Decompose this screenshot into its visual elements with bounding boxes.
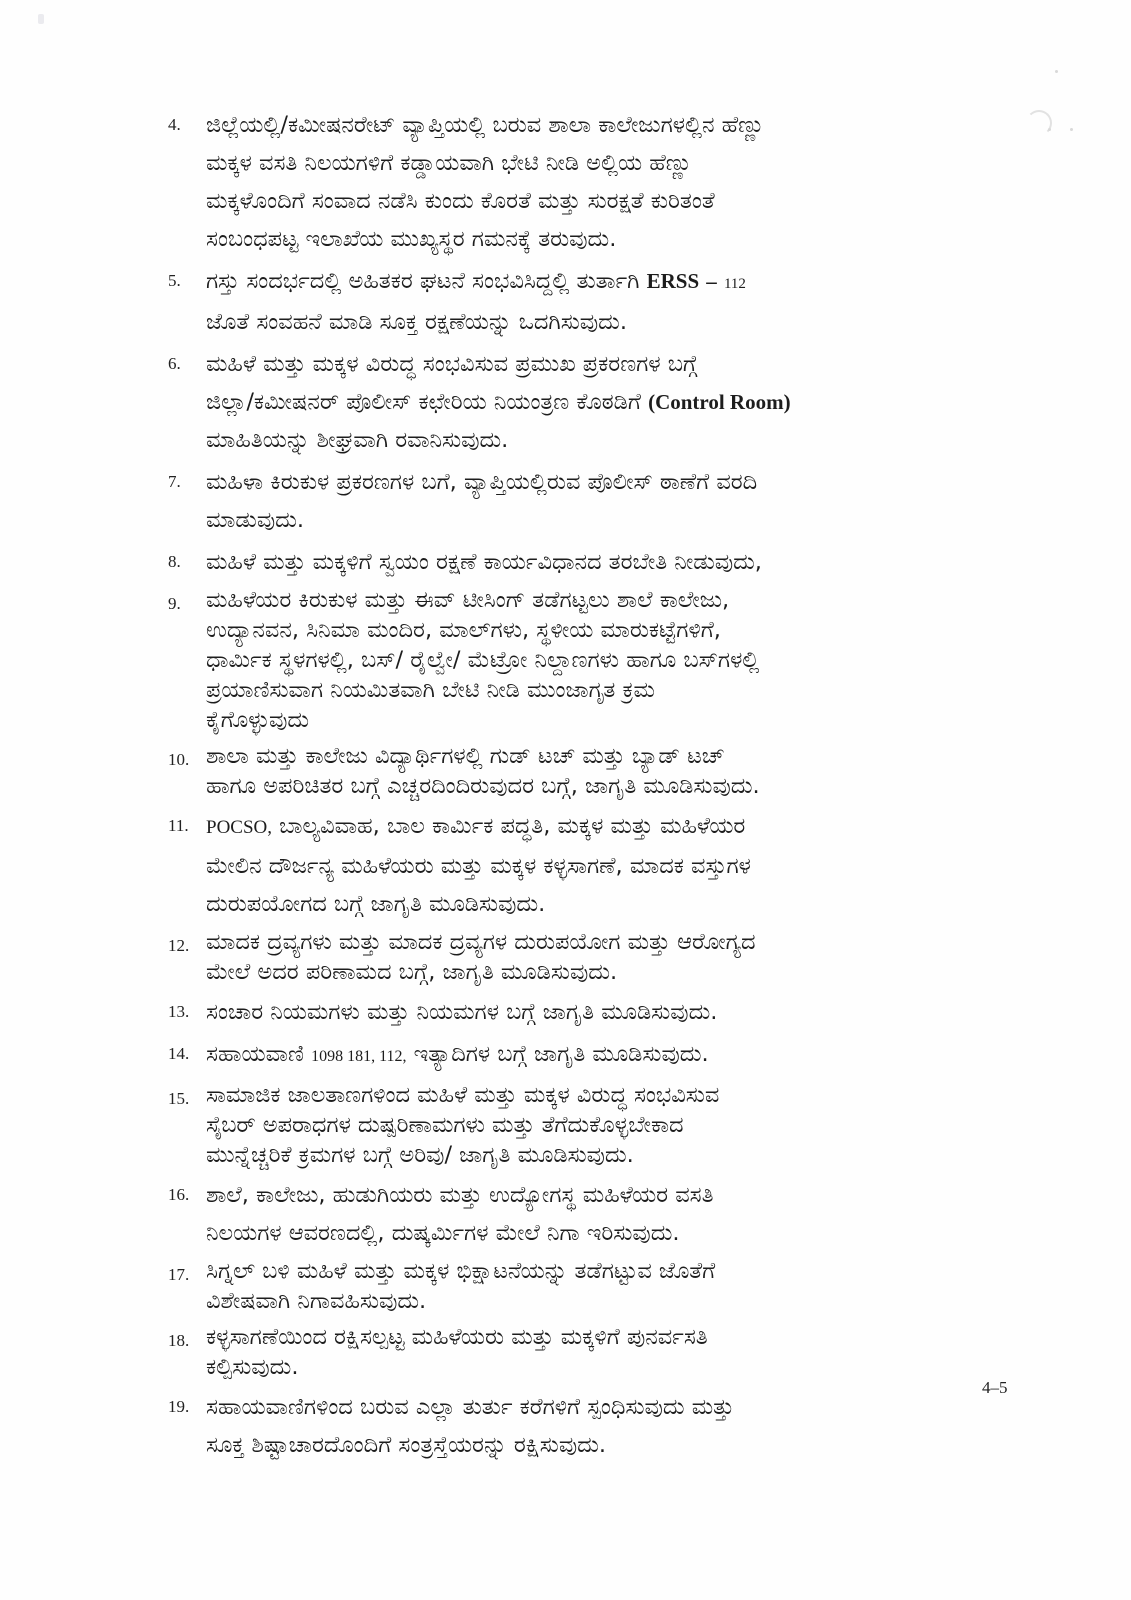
item-line: ಸಂಬಂಧಪಟ್ಟ ಇಲಾಖೆಯ ಮುಖ್ಯಸ್ಥರ ಗಮನಕ್ಕೆ ತರುವುದು. — [206, 226, 617, 252]
item-text — [206, 1322, 1020, 1382]
list-item — [168, 585, 1020, 735]
item-line: ಉದ್ಯಾನವನ, ಸಿನಿಮಾ ಮಂದಿರ, ಮಾಲ್‌ಗಳು, ಸ್ಥಳೀಯ ಮಾರುಕಟ್ಟೆಗಳಿಗೆ, — [206, 617, 721, 643]
item-line-kannada: ಬಾಲ್ಯವಿವಾಹ, ಬಾಲ ಕಾರ್ಮಿಕ ಪದ್ಧತಿ, ಮಕ್ಕಳ ಮತ್ತು ಮಹಿಳೆಯರ — [279, 813, 746, 839]
item-text — [206, 463, 1020, 539]
item-line: ಶಾಲೆ, ಕಾಲೇಜು, ಹುಡುಗಿಯರು ಮತ್ತು ಉದ್ಯೋಗಸ್ಥ ಮಹಿಳೆಯರ ವಸತಿ — [206, 1182, 714, 1208]
item-number: 7. — [168, 472, 181, 491]
erss-label: ERSS — [646, 269, 700, 293]
dash: – — [706, 269, 717, 293]
item-line: ಮಹಿಳಾ ಕಿರುಕುಳ ಪ್ರಕರಣಗಳ ಬಗೆ, ವ್ಯಾಪ್ತಿಯಲ್ಲಿರುವ ಪೊಲೀಸ್ ಠಾಣೆಗೆ ವರದಿ — [206, 469, 758, 495]
item-line — [206, 383, 1020, 421]
scan-artifact-arc — [1026, 110, 1052, 136]
item-number: 18. — [168, 1331, 190, 1350]
list-item — [168, 1256, 1020, 1316]
item-line-kannada: ಜಿಲ್ಲಾ/ಕಮೀಷನರ್ ಪೊಲೀಸ್ ಕಛೇರಿಯ ನಿಯಂತ್ರಣ ಕೊಠಡಿಗೆ — [206, 389, 641, 415]
item-number: 8. — [168, 552, 181, 571]
item-line-kannada: ಗಸ್ತು ಸಂದರ್ಭದಲ್ಲಿ ಅಹಿತಕರ ಘಟನೆ ಸಂಭವಿಸಿದ್ದಲ್ಲಿ ತುರ್ತಾಗಿ — [206, 268, 640, 294]
numbered-list — [168, 106, 1020, 1468]
item-line: ಮಹಿಳೆಯರ ಕಿರುಕುಳ ಮತ್ತು ಈವ್ ಟೀಸಿಂಗ್ ತಡೆಗಟ್ಟಲು ಶಾಲೆ ಕಾಲೇಜು, — [206, 587, 730, 613]
item-text — [206, 741, 1020, 801]
item-line: ಮಾಹಿತಿಯನ್ನು ಶೀಘ್ರವಾಗಿ ರವಾನಿಸುವುದು. — [206, 427, 509, 453]
scan-speck — [1070, 128, 1073, 131]
item-line: ಮೇಲಿನ ದೌರ್ಜನ್ಯ ಮಹಿಳೆಯರು ಮತ್ತು ಮಕ್ಕಳ ಕಳ್ಳಸಾಗಣೆ, ಮಾದಕ ವಸ್ತುಗಳ — [206, 853, 751, 879]
list-item — [168, 463, 1020, 539]
list-item — [168, 1035, 1020, 1076]
item-line: ಧಾರ್ಮಿಕ ಸ್ಥಳಗಳಲ್ಲಿ, ಬಸ್/ ರೈಲ್ವೇ/ ಮೆಟ್ರೋ ನಿಲ್ದಾಣಗಳು ಹಾಗೂ ಬಸ್‌ಗಳಲ್ಲಿ — [206, 647, 760, 673]
item-line: ಸಹಾಯವಾಣಿಗಳಿಂದ ಬರುವ ಎಲ್ಲಾ ತುರ್ತು ಕರೆಗಳಿಗೆ ಸ್ಪಂಧಿಸುವುದು ಮತ್ತು — [206, 1394, 735, 1420]
list-item — [168, 1176, 1020, 1252]
item-line: ಜಿಲ್ಲೆಯಲ್ಲಿ/ಕಮೀಷನರೇಟ್ ವ್ಯಾಪ್ತಿಯಲ್ಲಿ ಬರುವ ಶಾಲಾ ಕಾಲೇಜುಗಳಲ್ಲಿನ ಹೆಣ್ಣು — [206, 112, 765, 138]
item-number: 6. — [168, 354, 181, 373]
item-line: ಮುನ್ನೆಚ್ಚರಿಕೆ ಕ್ರಮಗಳ ಬಗ್ಗೆ ಅರಿವು/ ಜಾಗೃತಿ ಮೂಡಿಸುವುದು. — [206, 1142, 634, 1168]
pocso-label: POCSO, — [206, 817, 272, 838]
item-line: ಸಾಮಾಜಿಕ ಜಾಲತಾಣಗಳಿಂದ ಮಹಿಳೆ ಮತ್ತು ಮಕ್ಕಳ ವಿರುದ್ಧ ಸಂಭವಿಸುವ — [206, 1082, 720, 1108]
list-item — [168, 1080, 1020, 1170]
item-line: ಮಾದಕ ದ್ರವ್ಯಗಳು ಮತ್ತು ಮಾದಕ ದ್ರವ್ಯಗಳ ದುರುಪಯೋಗ ಮತ್ತು ಆರೋಗ್ಯದ — [206, 929, 756, 955]
item-number: 19. — [168, 1397, 190, 1416]
item-line: ಸೂಕ್ತ ಶಿಷ್ಟಾಚಾರದೊಂದಿಗೆ ಸಂತ್ರಸ್ತೆಯರನ್ನು ರಕ್ಷಿಸುವುದು. — [206, 1432, 607, 1458]
list-item — [168, 807, 1020, 923]
list-item — [168, 927, 1020, 987]
item-text — [206, 1176, 1020, 1252]
item-line — [206, 1035, 1020, 1076]
item-text — [206, 345, 1020, 459]
item-line: ನಿಲಯಗಳ ಆವರಣದಲ್ಲಿ, ದುಷ್ಕರ್ಮಿಗಳ ಮೇಲೆ ನಿಗಾ ಇರಿಸುವುದು. — [206, 1220, 680, 1246]
item-line-kannada: ಇತ್ಯಾದಿಗಳ ಬಗ್ಗೆ ಜಾಗೃತಿ ಮೂಡಿಸುವುದು. — [413, 1041, 709, 1067]
item-number: 14. — [168, 1044, 190, 1063]
scan-speck — [1048, 128, 1051, 131]
item-text — [206, 543, 1020, 581]
item-line: ಹಾಗೂ ಅಪರಿಚಿತರ ಬಗ್ಗೆ ಎಚ್ಚರದಿಂದಿರುವುದರ ಬಗ್ಗೆ, ಜಾಗೃತಿ ಮೂಡಿಸುವುದು. — [206, 773, 760, 799]
item-number: 9. — [168, 594, 181, 613]
list-item — [168, 1388, 1020, 1464]
item-number: 13. — [168, 1002, 190, 1021]
item-text — [206, 807, 1020, 923]
item-line: ಮೇಲೆ ಅದರ ಪರಿಣಾಮದ ಬಗ್ಗೆ, ಜಾಗೃತಿ ಮೂಡಿಸುವುದು. — [206, 959, 618, 985]
item-text — [206, 1388, 1020, 1464]
item-text — [206, 993, 1020, 1031]
page-number: 4–5 — [982, 1378, 1008, 1397]
list-item — [168, 106, 1020, 258]
item-text — [206, 106, 1020, 258]
item-text — [206, 1035, 1020, 1076]
helpline-number: 112 — [723, 276, 746, 292]
list-item — [168, 345, 1020, 459]
item-text — [206, 585, 1020, 735]
item-line: ಸಂಚಾರ ನಿಯಮಗಳು ಮತ್ತು ನಿಯಮಗಳ ಬಗ್ಗೆ ಜಾಗೃತಿ ಮೂಡಿಸುವುದು. — [206, 999, 718, 1025]
item-line-kannada: ಸಹಾಯವಾಣಿ — [206, 1041, 304, 1067]
item-text — [206, 1080, 1020, 1170]
list-item — [168, 741, 1020, 801]
item-number: 12. — [168, 936, 190, 955]
item-text — [206, 262, 1020, 341]
item-line: ಮಹಿಳೆ ಮತ್ತು ಮಕ್ಕಳಿಗೆ ಸ್ವಯಂ ರಕ್ಷಣೆ ಕಾರ್ಯವಿಧಾನದ ತರಬೇತಿ ನೀಡುವುದು, — [206, 549, 762, 575]
item-line: ಕಳ್ಳಸಾಗಣೆಯಿಂದ ರಕ್ಷಿಸಲ್ಪಟ್ಟ ಮಹಿಳೆಯರು ಮತ್ತು ಮಕ್ಕಳಿಗೆ ಪುನರ್ವಸತಿ — [206, 1324, 708, 1350]
list-item — [168, 1322, 1020, 1382]
item-line: ಕೈಗೊಳ್ಳುವುದು — [206, 707, 310, 733]
scan-speck — [1055, 70, 1058, 73]
item-line: ಸಿಗ್ನಲ್ ಬಳಿ ಮಹಿಳೆ ಮತ್ತು ಮಕ್ಕಳ ಭಿಕ್ಷಾಟನೆಯನ್ನು ತಡೆಗಟ್ಟುವ ಜೊತೆಗೆ — [206, 1258, 716, 1284]
item-number: 5. — [168, 271, 181, 290]
item-line — [206, 262, 1020, 303]
control-room-label: (Control Room) — [648, 390, 791, 414]
item-line: ದುರುಪಯೋಗದ ಬಗ್ಗೆ ಜಾಗೃತಿ ಮೂಡಿಸುವುದು. — [206, 891, 546, 917]
item-text — [206, 927, 1020, 987]
item-number: 11. — [168, 816, 189, 835]
item-number: 15. — [168, 1089, 190, 1108]
scan-artifact — [38, 14, 44, 24]
item-line: ಪ್ರಯಾಣಿಸುವಾಗ ನಿಯಮಿತವಾಗಿ ಬೇಟಿ ನೀಡಿ ಮುಂಜಾಗೃತ ಕ್ರಮ — [206, 677, 655, 703]
item-number: 16. — [168, 1185, 190, 1204]
item-line: ಮಕ್ಕಳ ವಸತಿ ನಿಲಯಗಳಿಗೆ ಕಡ್ಡಾಯವಾಗಿ ಭೇಟಿ ನೀಡಿ ಅಲ್ಲಿಯ ಹೆಣ್ಣು — [206, 150, 693, 176]
item-line: ಶಾಲಾ ಮತ್ತು ಕಾಲೇಜು ವಿದ್ಯಾರ್ಥಿಗಳಲ್ಲಿ ಗುಡ್ ಟಚ್ ಮತ್ತು ಬ್ಯಾಡ್ ಟಚ್ — [206, 743, 725, 769]
list-item — [168, 993, 1020, 1031]
helpline-numbers: 1098 181, 112, — [311, 1048, 407, 1065]
item-number: 10. — [168, 750, 190, 769]
item-line: ಮಕ್ಕಳೊಂದಿಗೆ ಸಂವಾದ ನಡೆಸಿ ಕುಂದು ಕೊರತೆ ಮತ್ತು ಸುರಕ್ಷತೆ ಕುರಿತಂತೆ — [206, 188, 715, 214]
item-line: ಸೈಬರ್ ಅಪರಾಧಗಳ ದುಷ್ಪರಿಣಾಮಗಳು ಮತ್ತು ತೆಗೆದುಕೊಳ್ಳಬೇಕಾದ — [206, 1112, 684, 1138]
item-line: ವಿಶೇಷವಾಗಿ ನಿಗಾವಹಿಸುವುದು. — [206, 1288, 427, 1314]
item-line — [206, 807, 1020, 847]
item-line: ಮಹಿಳೆ ಮತ್ತು ಮಕ್ಕಳ ವಿರುದ್ಧ ಸಂಭವಿಸುವ ಪ್ರಮುಖ ಪ್ರಕರಣಗಳ ಬಗ್ಗೆ — [206, 351, 698, 377]
list-item — [168, 543, 1020, 581]
item-text — [206, 1256, 1020, 1316]
item-line: ಕಲ್ಪಿಸುವುದು. — [206, 1354, 299, 1380]
item-number: 4. — [168, 115, 181, 134]
item-number: 17. — [168, 1265, 190, 1284]
list-item — [168, 262, 1020, 341]
item-line: ಜೊತೆ ಸಂವಹನೆ ಮಾಡಿ ಸೂಕ್ತ ರಕ್ಷಣೆಯನ್ನು ಒದಗಿಸುವುದು. — [206, 309, 627, 335]
item-line: ಮಾಡುವುದು. — [206, 507, 305, 533]
